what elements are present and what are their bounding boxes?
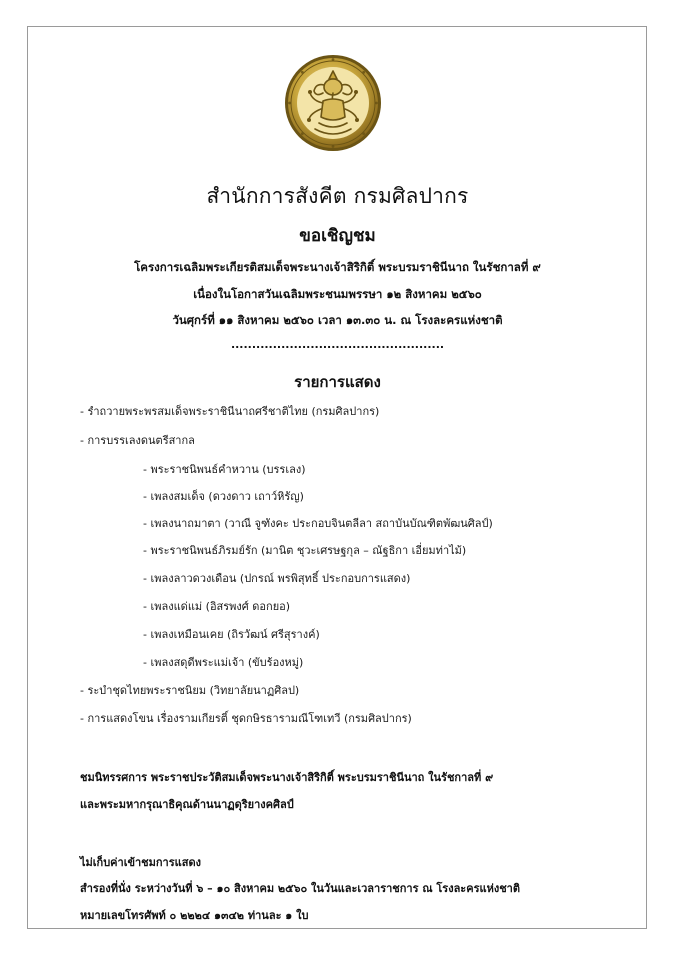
ganesha-seal-icon (283, 53, 383, 153)
exhibition-line: และพระมหากรุณาธิคุณด้านนาฏดุริยางคศิลป์ (80, 798, 294, 811)
office-title: สำนักการสังคีต กรมศิลปากร (206, 184, 469, 208)
invite-title: ขอเชิญชม (299, 226, 376, 246)
phone-line: หมายเลขโทรศัพท์ ๐ ๒๒๒๔ ๑๓๔๒ ท่านละ ๑ ใบ (80, 909, 309, 922)
event-occasion-line: เนื่องในโอกาสวันเฉลิมพระชนมพรรษา ๑๒ สิงหาคม ๒๕๖๐ (193, 287, 482, 301)
program-item: - การบรรเลงดนตรีสากล (80, 434, 195, 447)
event-datetime-line: วันศุกร์ที่ ๑๑ สิงหาคม ๒๕๖๐ เวลา ๑๓.๓๐ น. ณ โรงละครแห่งชาติ (172, 313, 503, 327)
program-subitem: - เพลงแด่แม่ (อิสรพงศ์ ดอกยอ) (143, 600, 291, 613)
program-subitem: - เพลงนาถมาตา (วาณี จูฑังคะ ประกอบจินตลีลา สถาบันบัณฑิตพัฒนศิลป์) (143, 517, 493, 530)
program-subitem: - เพลงเหมือนเคย (ถิรวัฒน์ ศรีสุรางค์) (143, 628, 320, 641)
program-subitem: - พระราชนิพนธ์คำหวาน (บรรเลง) (143, 463, 306, 476)
program-subitem: - เพลงสดุดีพระแม่เจ้า (ขับร้องหมู่) (143, 656, 304, 669)
admission-free-line: ไม่เก็บค่าเข้าชมการแสดง (80, 856, 201, 869)
program-item: - รำถวายพระพรสมเด็จพระราชินีนาถศรีชาติไทย (กรมศิลปากร) (80, 405, 380, 418)
program-subitem: - เพลงลาวดวงเดือน (ปกรณ์ พรพิสุทธิ์ ประกอบการแสดง) (143, 572, 411, 585)
document-border (27, 26, 647, 929)
program-subitem: - เพลงสมเด็จ (ดวงดาว เถาว์หิรัญ) (143, 490, 304, 503)
dotted-divider: ................................................... (230, 338, 445, 351)
program-heading: รายการแสดง (294, 373, 381, 391)
exhibition-line: ชมนิทรรศการ พระราชประวัติสมเด็จพระนางเจ้าสิริกิติ์ พระบรมราชินีนาถ ในรัชกาลที่ ๙ (80, 771, 494, 784)
program-item: - การแสดงโขน เรื่องรามเกียรติ์ ชุดกษิรธารามณีโฑเทวี (กรมศิลปากร) (80, 712, 412, 725)
reservation-line: สำรองที่นั่ง ระหว่างวันที่ ๖ – ๑๐ สิงหาคม ๒๕๖๐ ในวันและเวลาราชการ ณ โรงละครแห่งชาติ (80, 882, 520, 895)
program-subitem: - พระราชนิพนธ์ภิรมย์รัก (มานิต ชุวะเศรษฐกุล – ณัฐธิกา เอี่ยมท่าไม้) (143, 544, 467, 557)
event-project-line: โครงการเฉลิมพระเกียรติสมเด็จพระนางเจ้าสิริกิติ์ พระบรมราชินีนาถ ในรัชกาลที่ ๙ (134, 260, 541, 274)
program-item: - ระบำชุดไทยพระราชนิยม (วิทยาลัยนาฏศิลป) (80, 684, 300, 697)
